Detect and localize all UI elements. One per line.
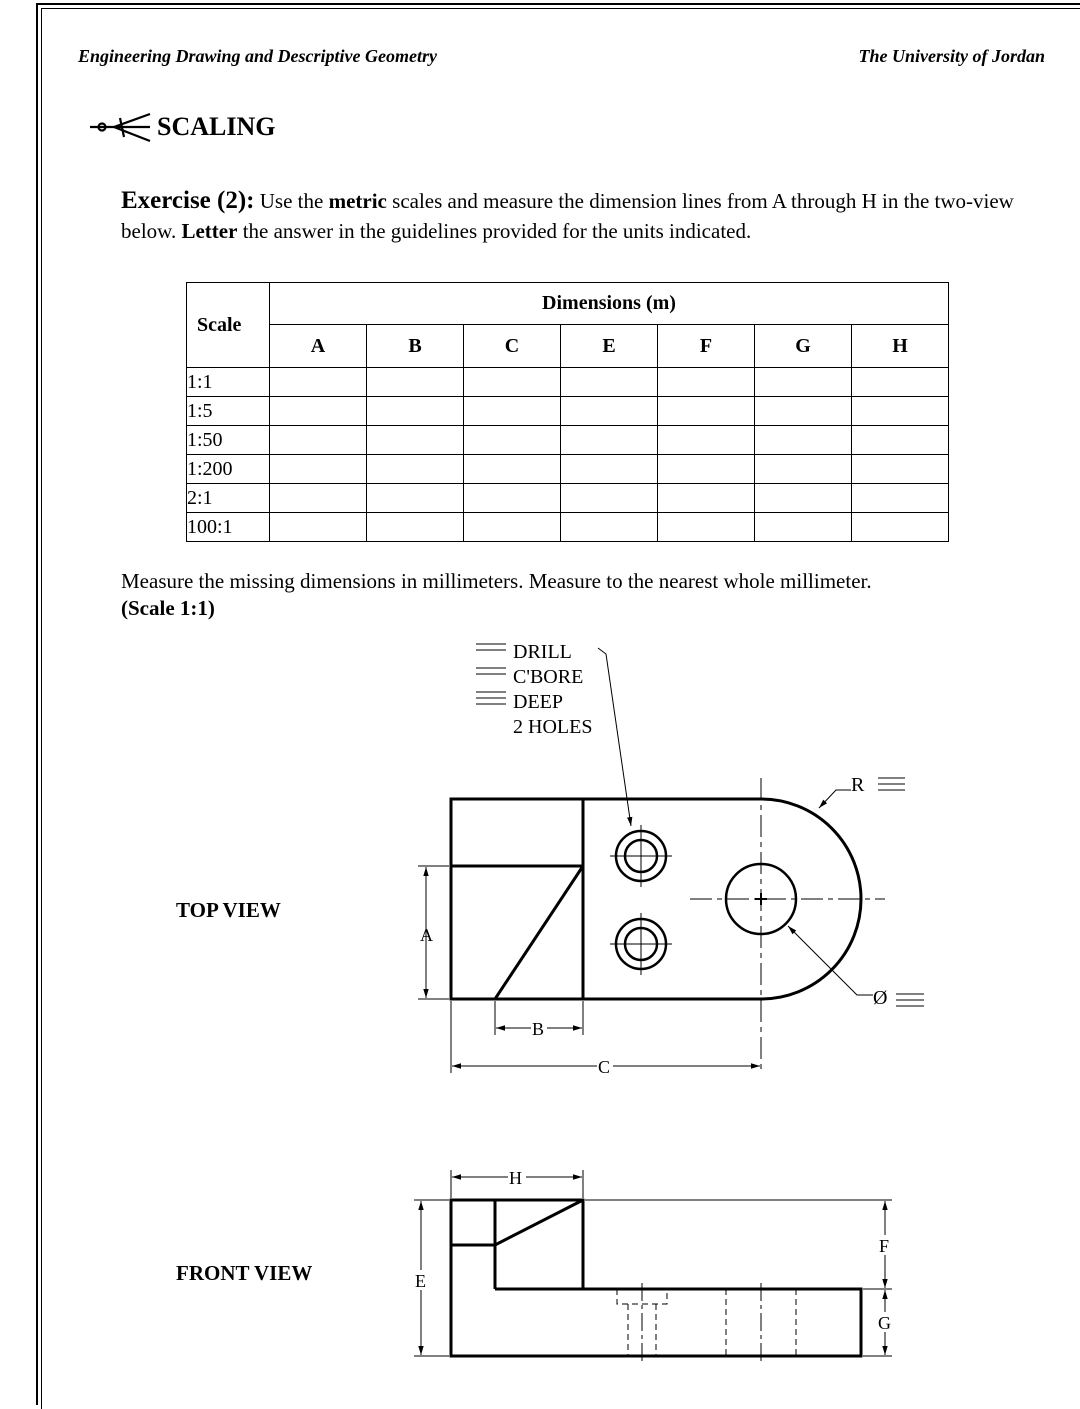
front-view-label: FRONT VIEW xyxy=(176,1261,313,1285)
table-col-a: A xyxy=(270,325,367,368)
dim-label-h: H xyxy=(509,1168,522,1188)
exercise-text-metric: metric xyxy=(328,189,387,213)
scale-value: 1:1 xyxy=(187,368,270,397)
scale-value: 100:1 xyxy=(187,513,270,542)
table-col-e: E xyxy=(561,325,658,368)
table-header-dimensions: Dimensions (m) xyxy=(270,283,949,325)
callout-deep: DEEP xyxy=(513,691,563,713)
scale-value: 1:5 xyxy=(187,397,270,426)
top-view-outline xyxy=(451,799,861,999)
hidden-counterbore xyxy=(617,1289,796,1356)
callout-cbore: C'BORE xyxy=(513,666,584,688)
front-view-outline xyxy=(451,1200,861,1356)
through-hole xyxy=(690,778,888,1072)
top-view-label: TOP VIEW xyxy=(176,898,281,922)
counterbore-hole xyxy=(610,825,672,887)
table-header-scale: Scale xyxy=(187,283,270,368)
scale-value: 1:200 xyxy=(187,455,270,484)
callout-holes: 2 HOLES xyxy=(513,716,593,738)
measure-text: Measure the missing dimensions in millimeters. Measure to the nearest whole millimeter. xyxy=(121,569,872,593)
table-col-b: B xyxy=(367,325,464,368)
exercise-text-letter: Letter xyxy=(181,219,238,243)
dim-label-r: R xyxy=(851,774,865,796)
table-col-h: H xyxy=(852,325,949,368)
counterbore-hole xyxy=(610,913,672,975)
callout-drill: DRILL xyxy=(513,641,572,663)
header-university: The University of Jordan xyxy=(858,46,1045,66)
top-view xyxy=(418,774,924,1077)
exercise-text-2: scales and measure the dimension lines from A through H in the two-view below. xyxy=(121,189,1014,243)
dim-label-e: E xyxy=(415,1271,426,1291)
callout-blanks xyxy=(476,644,506,704)
dim-label-g: G xyxy=(878,1313,891,1333)
exercise-label: Exercise (2): xyxy=(121,187,255,214)
dim-label-b: B xyxy=(532,1019,545,1039)
table-col-f: F xyxy=(658,325,755,368)
dim-label-a: A xyxy=(420,925,433,945)
front-view xyxy=(414,1167,893,1362)
dim-label-f: F xyxy=(879,1236,890,1256)
table-col-g: G xyxy=(755,325,852,368)
exercise-text-3: the answer in the guidelines provided for the units indicated. xyxy=(242,219,752,243)
dim-label-diameter: Ø xyxy=(873,987,888,1009)
section-title: SCALING xyxy=(157,112,276,141)
header-course-title: Engineering Drawing and Descriptive Geometry xyxy=(78,46,437,66)
exercise-text-1: Use the xyxy=(259,189,324,213)
table-col-c: C xyxy=(464,325,561,368)
scale-value: 2:1 xyxy=(187,484,270,513)
scale-value: 1:50 xyxy=(187,426,270,455)
measure-scale-note: (Scale 1:1) xyxy=(121,596,215,620)
dim-label-c: C xyxy=(598,1057,611,1077)
